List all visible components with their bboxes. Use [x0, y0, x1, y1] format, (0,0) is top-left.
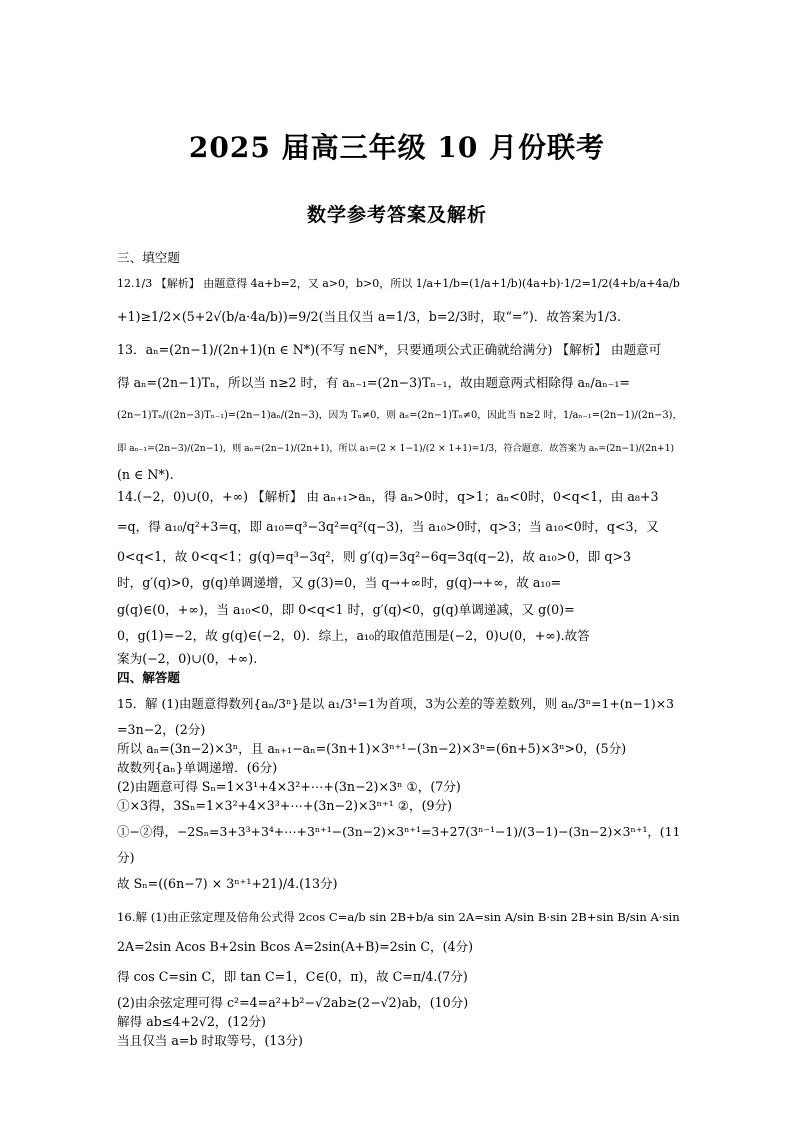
section-heading-fill-in: 三、填空题 — [117, 249, 180, 265]
answer-line: 案为(−2，0)∪(0，+∞). — [117, 651, 258, 666]
answer-line: 2A=2sin Acos B+2sin Bcos A=2sin(A+B)=2sin C，(4分) — [117, 938, 474, 954]
answer-line: 0<q<1，故 0<q<1；g(q)=q³−3q²，则 g′(q)=3q²−6q=3q(q−2)，故 a₁₀>0，即 q>3 — [117, 548, 632, 564]
answer-line: 得 cos C=sin C，即 tan C=1，C∈(0，π)，故 C=π/4.(7分) — [117, 968, 468, 984]
answer-line: 0，g(1)=−2，故 g(q)∈(−2，0)．综上，a₁₀的取值范围是(−2，0)∪(0，+∞).故答 — [117, 628, 590, 644]
answer-line: 当且仅当 a=b 时取等号，(13分) — [117, 1032, 303, 1048]
answer-line: g(q)∈(0，+∞)，当 a₁₀<0，即 0<q<1 时，g′(q)<0，g(q)单调递减，又 g(0)= — [117, 601, 575, 617]
page-title: 2025 届高三年级 10 月份联考 — [188, 131, 606, 164]
answer-line: 13．aₙ=(2n−1)/(2n+1)(n ∈ N*)(不写 n∈N*，只要通项公式正确就给满分) 【解析】 由题意可 — [117, 341, 662, 357]
section-heading-solutions: 四、解答题 — [117, 670, 180, 685]
answer-line: 解得 ab≤4+2√2，(12分) — [117, 1013, 266, 1029]
answer-line: 故 Sₙ=((6n−7) × 3ⁿ⁺¹+21)/4.(13分) — [117, 876, 338, 891]
answer-line: 12.1/3 【解析】 由题意得 4a+b=2，又 a>0，b>0，所以 1/a+1/b=(1/a+1/b)(4a+b)·1/2=1/2(4+b/a+4a/b — [117, 276, 680, 290]
answer-line: (2n−1)Tₙ/((2n−3)Tₙ₋₁)=(2n−1)aₙ/(2n−3)，因为 Tₙ≠0，则 aₙ=(2n−1)Tₙ≠0，因此当 n≥2 时，1/aₙ₋₁=(2n−1)/(2n−3)， — [117, 409, 682, 421]
answer-line: +1)≥1/2×(5+2√(b/a·4a/b))=9/2(当且仅当 a=1/3，b=2/3时，取“=”)．故答案为1/3. — [117, 308, 622, 324]
answer-body — [117, 248, 682, 1050]
answer-line: 15．解 (1)由题意得数列{aₙ/3ⁿ}是以 a₁/3¹=1为首项，3为公差的等差数列，则 aₙ/3ⁿ=1+(n−1)×3 — [117, 696, 674, 711]
answer-line: ①×3得，3Sₙ=1×3²+4×3³+⋯+(3n−2)×3ⁿ⁺¹ ②，(9分) — [117, 798, 453, 813]
answer-line: (n ∈ N*). — [117, 466, 174, 482]
answer-line: 16.解 (1)由正弦定理及倍角公式得 2cos C=a/b sin 2B+b/a sin 2A=sin A/sin B·sin 2B+sin B/sin A·sin — [117, 910, 680, 924]
answer-line: (2)由余弦定理可得 c²=4=a²+b²−√2ab≥(2−√2)ab，(10分) — [117, 994, 469, 1010]
answer-line: 所以 aₙ=(3n−2)×3ⁿ，且 aₙ₊₁−aₙ=(3n+1)×3ⁿ⁺¹−(3n−2)×3ⁿ=(6n+5)×3ⁿ>0，(5分) — [117, 741, 627, 756]
answer-line: =3n−2，(2分) — [117, 722, 206, 737]
answer-line: 即 aₙ₋₁=(2n−3)/(2n−1)，则 aₙ=(2n−1)/(2n+1)，所以 a₁=(2 × 1−1)/(2 × 1+1)=1/3，符合题意．故答案为 aₙ=(2n−1)/(2n+1) — [117, 442, 675, 454]
answer-line: ①−②得，−2Sₙ=3+3³+3⁴+⋯+3ⁿ⁺¹−(3n−2)×3ⁿ⁺¹=3+27(3ⁿ⁻¹−1)/(3−1)−(3n−2)×3ⁿ⁺¹，(11 — [117, 824, 681, 839]
answer-line: (2)由题意可得 Sₙ=1×3¹+4×3²+⋯+(3n−2)×3ⁿ ①，(7分) — [117, 779, 461, 794]
answer-line: =q，得 a₁₀/q²+3=q，即 a₁₀=q³−3q²=q²(q−3)，当 a₁₀>0时，q>3；当 a₁₀<0时，q<3，又 — [117, 519, 659, 534]
answer-line: 得 aₙ=(2n−1)Tₙ，所以当 n≥2 时，有 aₙ₋₁=(2n−3)Tₙ₋₁，故由题意两式相除得 aₙ/aₙ₋₁= — [117, 374, 630, 390]
answer-line: 故数列{aₙ}单调递增．(6分) — [117, 760, 278, 775]
answer-line: 14.(−2，0)∪(0，+∞) 【解析】 由 aₙ₊₁>aₙ，得 aₙ>0时，q>1；aₙ<0时，0<q<1，由 a₈+3 — [117, 489, 659, 505]
page-subtitle: 数学参考答案及解析 — [306, 204, 487, 226]
answer-line: 分) — [117, 850, 135, 865]
answer-line: 时，g′(q)>0，g(q)单调递增，又 g(3)=0，当 q→+∞时，g(q)→+∞，故 a₁₀= — [117, 575, 562, 591]
